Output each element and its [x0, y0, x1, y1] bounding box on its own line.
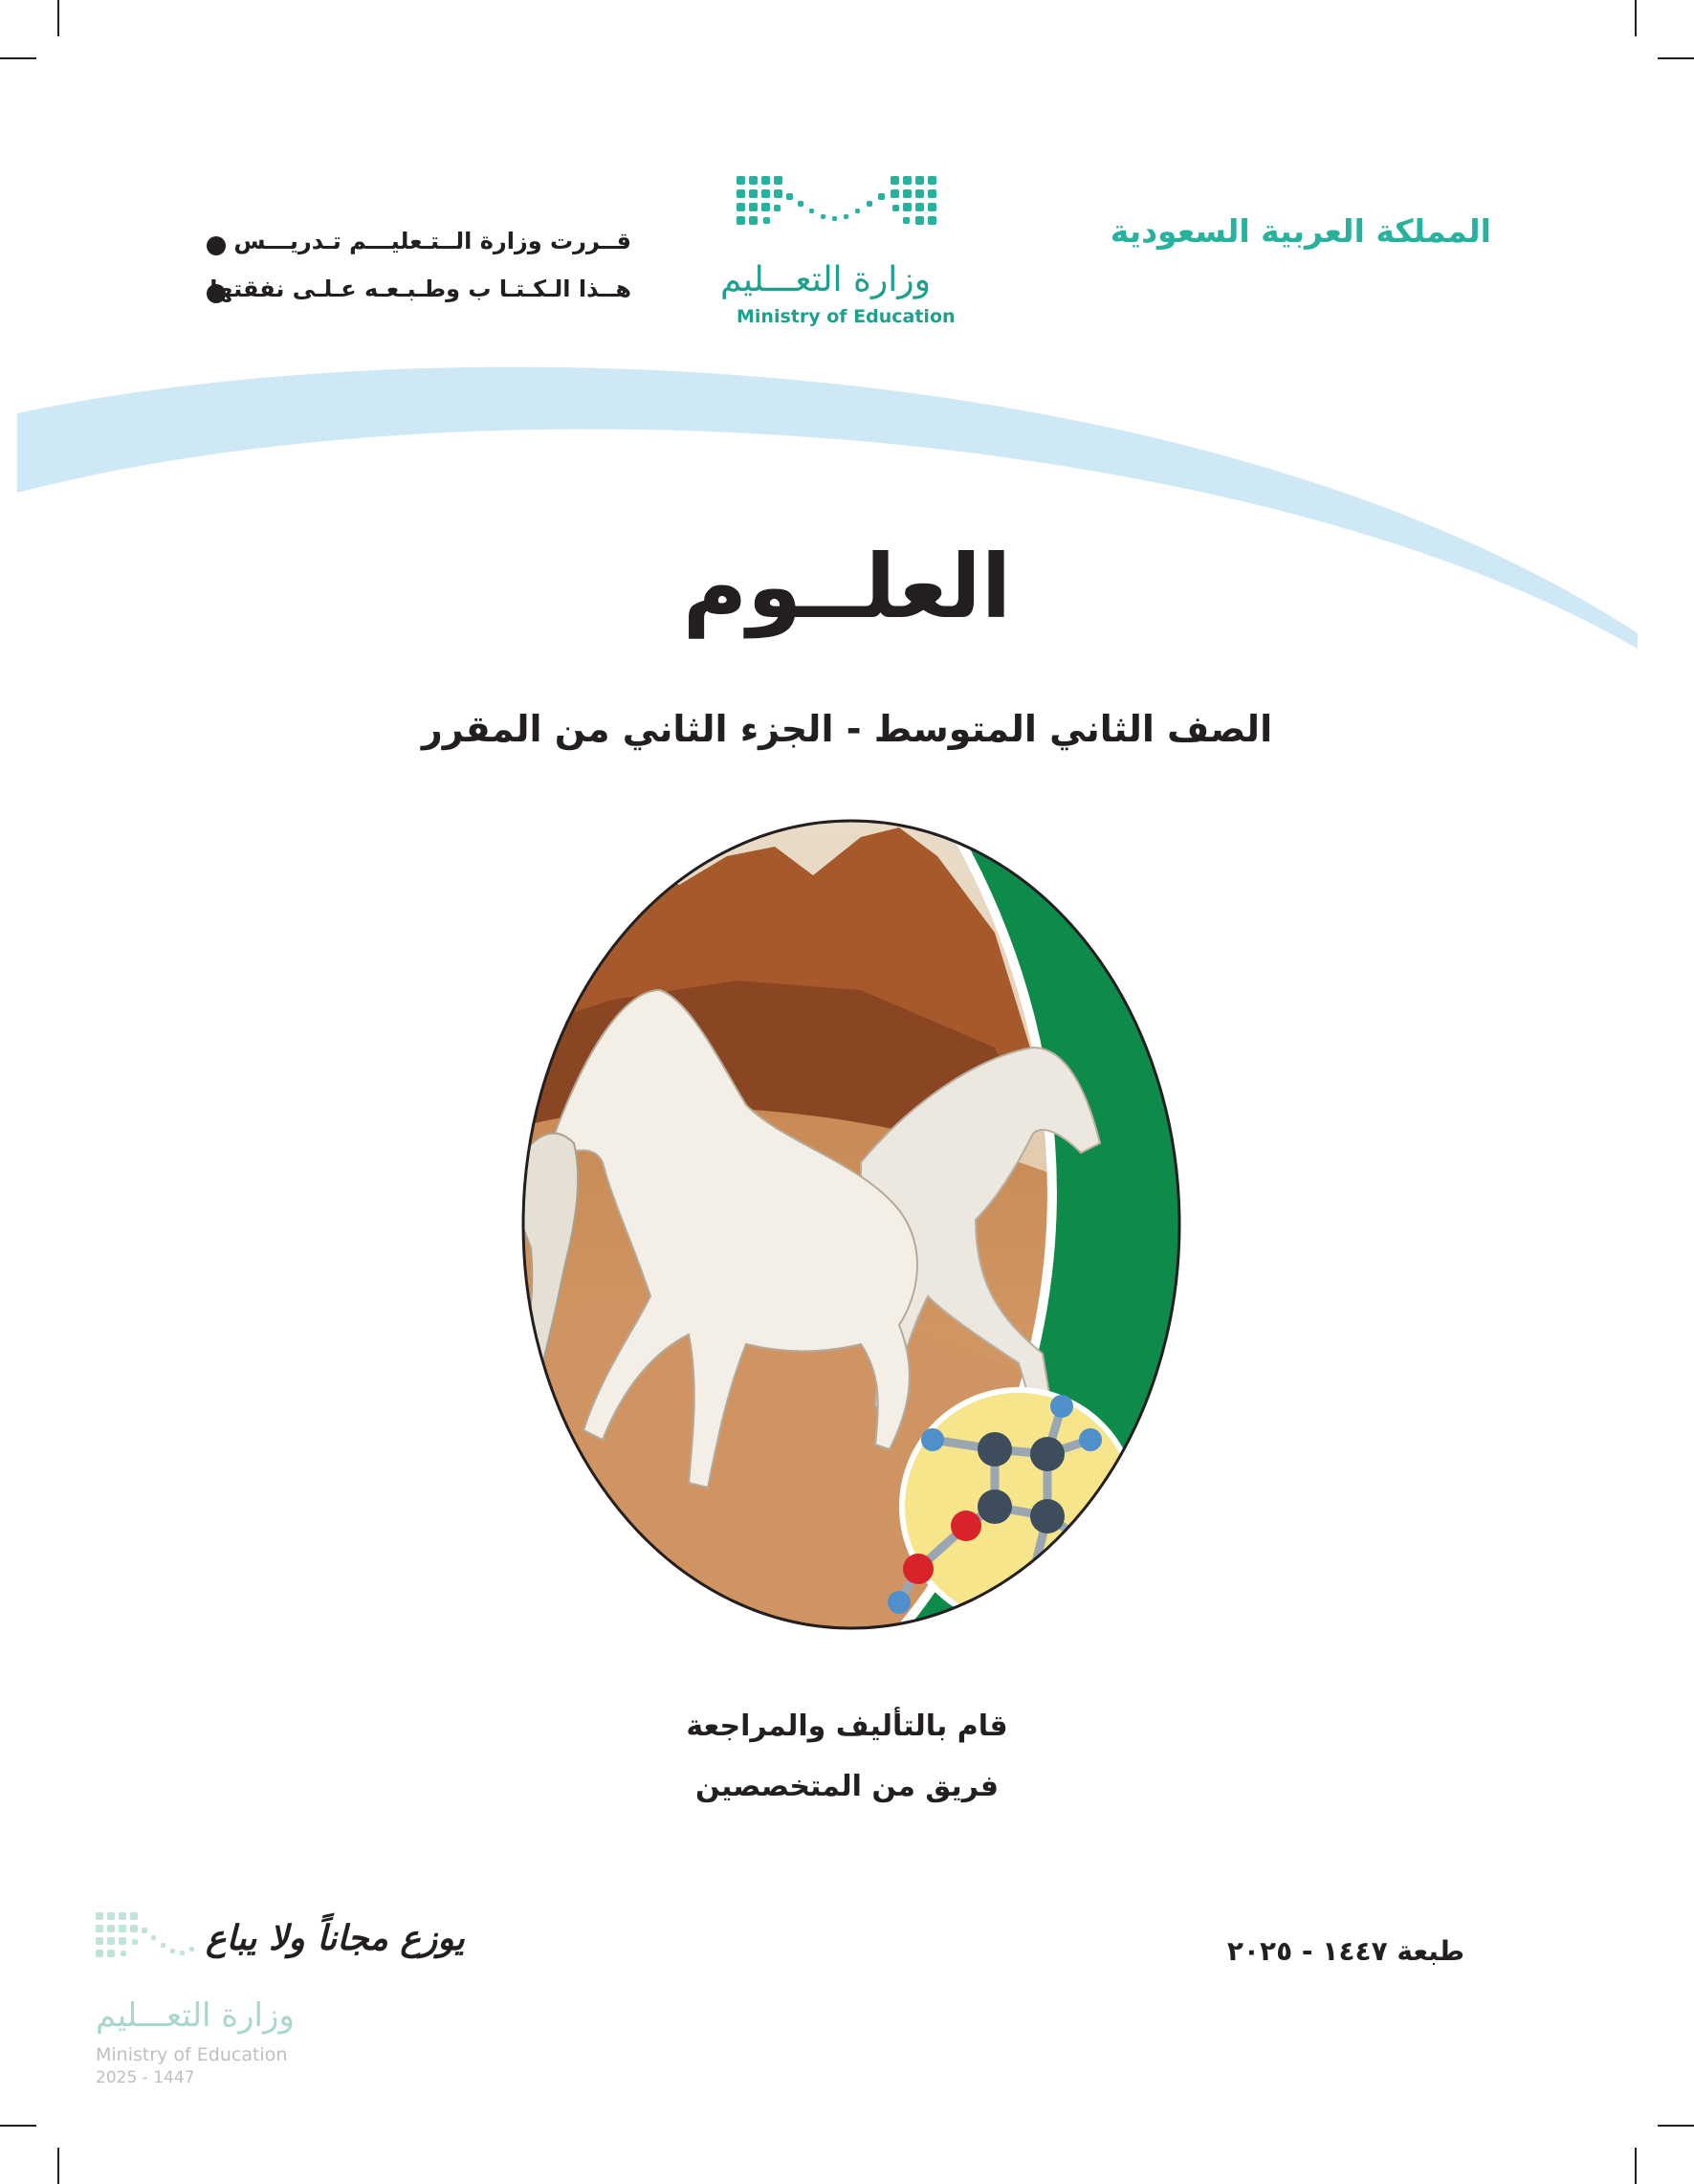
book-title: العلــوم: [682, 536, 1012, 638]
decree-text: قــررت وزارة الــتـعليـــم تـدريـــس: [233, 228, 631, 254]
crop-mark: [1635, 0, 1637, 36]
cover-illustration: [497, 818, 1205, 1631]
ministry-name-en: Ministry of Education: [737, 306, 956, 327]
footer-ministry-logo: [96, 1908, 465, 2100]
crop-mark: [1658, 2125, 1694, 2127]
edition-label: طبعة ١٤٤٧ - ٢٠٢٥: [1226, 1935, 1464, 1967]
crop-mark: [57, 0, 59, 36]
authorship-label: قام بالتأليف والمراجعة: [686, 1710, 1008, 1743]
ministry-dots-icon: [737, 172, 937, 230]
crop-mark: [0, 2125, 36, 2127]
decree-statement: [201, 222, 631, 318]
footer-ministry-name-ar: وزارة التعـــليم: [96, 1996, 295, 2035]
decree-text: هــذا الـكـتـا ب وطـبـعـه عـلـى نفقتها: [209, 276, 631, 302]
book-subtitle: الصف الثاني المتوسط - الجزء الثاني من المقرر: [421, 708, 1273, 750]
footer-year: 2025 - 1447: [96, 2068, 195, 2087]
kingdom-name: المملكة العربية السعودية: [1110, 212, 1491, 250]
ministry-logo: [719, 172, 956, 330]
footer-ministry-name-en: Ministry of Education: [96, 2044, 288, 2065]
crop-mark: [57, 2148, 59, 2184]
ministry-name-ar: وزارة التعـــليم: [719, 260, 931, 299]
free-distribution-label: يوزع مجاناً ولا يباع: [206, 1918, 465, 1958]
decree-line: [201, 270, 631, 318]
crop-mark: [0, 57, 36, 59]
bullet-icon: [207, 236, 226, 255]
authorship-team: فريق من المتخصصين: [695, 1770, 999, 1803]
crop-mark: [1658, 57, 1694, 59]
ministry-dots-icon: [96, 1908, 201, 1968]
crop-mark: [1635, 2148, 1637, 2184]
decree-line: [201, 222, 631, 270]
